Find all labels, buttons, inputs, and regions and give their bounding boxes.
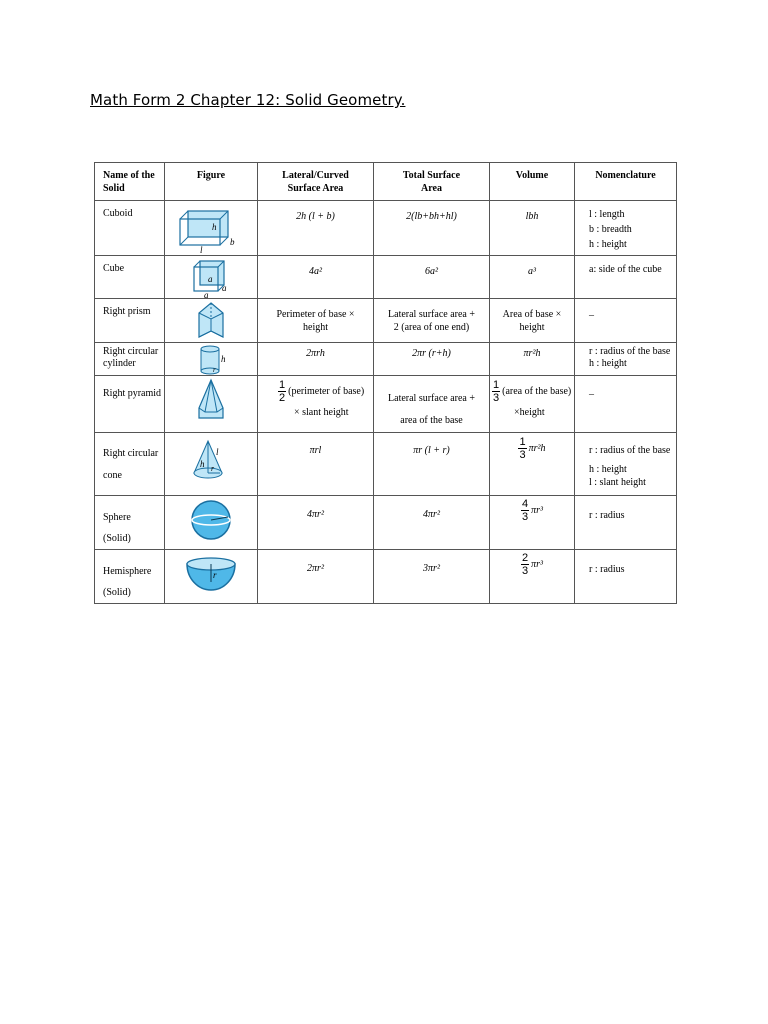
svg-text:l: l [200, 245, 203, 253]
cone-nomenclature: r : radius of the base h : height l : slant height [575, 433, 677, 496]
cuboid-total: 2(lb+bh+hl) [374, 201, 490, 256]
hemisphere-volume-fraction: $\frac{2}{3}$ [521, 552, 529, 577]
cone-figure [165, 433, 258, 496]
cube-total: 6a² [374, 256, 490, 299]
cuboid-lateral: 2h (l + b) [258, 201, 374, 256]
prism-figure [165, 299, 258, 343]
table-row [95, 550, 677, 604]
hemisphere-figure [165, 550, 258, 604]
sphere-volume-fraction: $\frac{4}{3}$ [521, 498, 529, 523]
row-name-cuboid: Cuboid [95, 201, 165, 256]
header-nomenclature: Nomenclature [575, 163, 677, 201]
sphere-nomenclature: r : radius [575, 496, 677, 550]
hemisphere-total: 3πr² [374, 550, 490, 604]
table-row [95, 201, 677, 256]
pyramid-volume: $\frac{1}{3}$ (area of the base) ×height [490, 376, 575, 433]
table-row [95, 496, 677, 550]
hemisphere-lateral: 2πr² [258, 550, 374, 604]
table-row [95, 299, 677, 343]
sphere-lateral: 4πr² [258, 496, 374, 550]
sphere-total: 4πr² [374, 496, 490, 550]
cylinder-lateral: 2πrh [258, 343, 374, 376]
header-figure: Figure [165, 163, 258, 201]
row-name-pyramid: Right pyramid [95, 376, 165, 433]
svg-text:h: h [200, 459, 205, 469]
prism-nomenclature: – [575, 299, 677, 343]
svg-text:a: a [204, 290, 209, 298]
page-title: Math Form 2 Chapter 12: Solid Geometry. [90, 91, 406, 109]
svg-text:a: a [208, 274, 213, 284]
row-name-cube: Cube [95, 256, 165, 299]
cylinder-figure [165, 343, 258, 376]
header-row [95, 163, 677, 201]
svg-text:b: b [230, 237, 235, 247]
prism-lateral: Perimeter of base × height [258, 299, 374, 343]
table-row [95, 376, 677, 433]
cube-lateral: 4a² [258, 256, 374, 299]
cone-lateral: πrl [258, 433, 374, 496]
svg-text:l: l [216, 447, 219, 457]
svg-text:r: r [213, 366, 216, 374]
svg-text:r: r [213, 570, 217, 580]
table-row [95, 433, 677, 496]
sphere-volume: $\frac{4}{3}$ πr³ [490, 496, 575, 550]
cuboid-volume: lbh [490, 201, 575, 256]
table-row [95, 256, 677, 299]
svg-text:r: r [211, 464, 215, 473]
cone-volume: $\frac{1}{3}$ πr²h [490, 433, 575, 496]
table-row [95, 343, 677, 376]
sphere-figure [165, 496, 258, 550]
row-name-prism: Right prism [95, 299, 165, 343]
prism-total: Lateral surface area + 2 (area of one end) [374, 299, 490, 343]
cone-total: πr (l + r) [374, 433, 490, 496]
row-name-sphere: Sphere (Solid) [95, 496, 165, 550]
svg-text:h: h [221, 354, 226, 364]
pyramid-total: Lateral surface area + area of the base [374, 376, 490, 433]
header-volume: Volume [490, 163, 575, 201]
svg-text:a: a [222, 283, 227, 293]
cylinder-nomenclature: r : radius of the base h : height [575, 343, 677, 376]
row-name-hemisphere: Hemisphere (Solid) [95, 550, 165, 604]
pyramid-lateral: $\frac{1}{2}$ (perimeter of base) × slant height [258, 376, 374, 433]
cylinder-total: 2πr (r+h) [374, 343, 490, 376]
header-lateral: Lateral/Curved Surface Area [258, 163, 374, 201]
header-total: Total Surface Area [374, 163, 490, 201]
hemisphere-nomenclature: r : radius [575, 550, 677, 604]
svg-text:h: h [212, 222, 217, 232]
pyramid-volume-fraction: $\frac{1}{3}$ [493, 379, 500, 404]
cone-volume-fraction: $\frac{1}{3}$ [519, 436, 526, 461]
hemisphere-volume: $\frac{2}{3}$ πr³ [490, 550, 575, 604]
pyramid-nomenclature: – [575, 376, 677, 433]
pyramid-lateral-fraction: $\frac{1}{2}$ [279, 379, 286, 404]
row-name-cone: Right circular cone [95, 433, 165, 496]
cylinder-volume: πr²h [490, 343, 575, 376]
solid-geometry-table [94, 162, 677, 604]
header-name: Name of the Solid [95, 163, 165, 201]
row-name-cylinder: Right circular cylinder [95, 343, 165, 376]
cube-nomenclature: a: side of the cube [575, 256, 677, 299]
cuboid-figure [165, 201, 258, 256]
cube-figure [165, 256, 258, 299]
cube-volume: a³ [490, 256, 575, 299]
cuboid-nomenclature: l : length b : breadth h : height [575, 201, 677, 256]
pyramid-figure [165, 376, 258, 433]
prism-volume: Area of base × height [490, 299, 575, 343]
